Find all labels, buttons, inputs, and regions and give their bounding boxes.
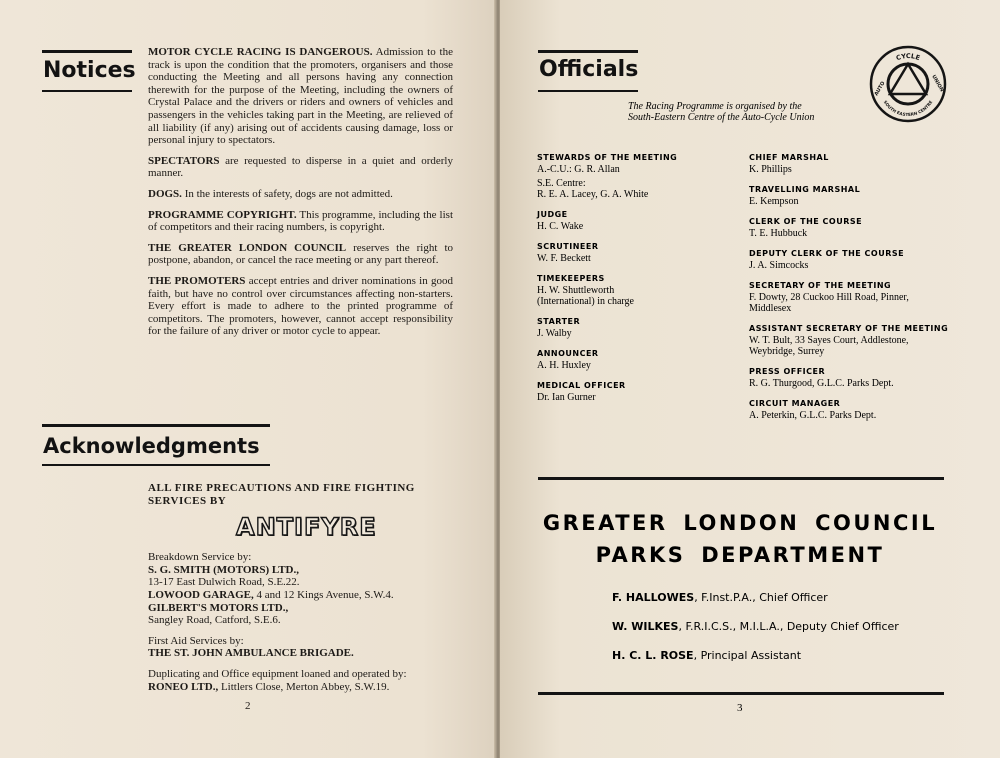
svg-text:AUTO: AUTO bbox=[873, 80, 887, 97]
notice-paragraph: DOGS. In the interests of safety, dogs are not admitted. bbox=[148, 187, 393, 200]
gilbert-address: Sangley Road, Catford, S.E.6. bbox=[148, 614, 281, 627]
smith-name: S. G. SMITH (MOTORS) LTD., bbox=[148, 563, 299, 576]
gilbert-name: GILBERT'S MOTORS LTD., bbox=[148, 601, 289, 614]
council-person: F. HALLOWES, F.Inst.P.A., Chief Officer bbox=[612, 591, 828, 604]
smith-address: 13-17 East Dulwich Road, S.E.22. bbox=[148, 576, 300, 589]
council-person: W. WILKES, F.R.I.C.S., M.I.L.A., Deputy Chief Officer bbox=[612, 620, 899, 633]
duplicating-text: Duplicating and Office equipment loaned and operated by: bbox=[148, 667, 407, 680]
page-number-left: 2 bbox=[245, 700, 251, 712]
notices-text bbox=[148, 46, 453, 346]
officials-right-column bbox=[749, 152, 949, 430]
council-rule-bottom bbox=[538, 692, 944, 695]
official-item: TRAVELLING MARSHAL E. Kempson bbox=[749, 185, 861, 207]
notices-heading: Notices bbox=[43, 58, 136, 83]
notice-paragraph: THE GREATER LONDON COUNCIL reserves the right to postpone, abandon, or cancel the race meeting or any part thereof. bbox=[148, 241, 453, 267]
acknowledgments-heading: Acknowledgments bbox=[43, 434, 260, 458]
official-item: CLERK OF THE COURSE T. E. Hubbuck bbox=[749, 217, 863, 239]
ack-rule-top bbox=[42, 424, 270, 427]
official-item: ASSISTANT SECRETARY OF THE MEETING W. T. Bult, 33 Sayes Court, Addlestone, Weybridge, Surrey bbox=[749, 324, 949, 357]
firstaid-name: THE ST. JOHN AMBULANCE BRIGADE. bbox=[148, 647, 354, 660]
breakdown-label: Breakdown Service by: bbox=[148, 551, 252, 564]
official-item: CIRCUIT MANAGER A. Peterkin, G.L.C. Parks Dept. bbox=[749, 399, 877, 421]
council-rule-top bbox=[538, 477, 944, 480]
officials-rule-bottom bbox=[538, 90, 638, 92]
intro-line-2: South-Eastern Centre of the Auto-Cycle Union bbox=[628, 112, 815, 123]
svg-text:UNION: UNION bbox=[930, 74, 945, 94]
notices-rule-bottom bbox=[42, 90, 132, 92]
officials-intro bbox=[628, 101, 888, 123]
lowood-line: LOWOOD GARAGE, 4 and 12 Kings Avenue, S.W.4. bbox=[148, 588, 394, 601]
officials-rule-top bbox=[538, 50, 638, 53]
official-item: PRESS OFFICER R. G. Thurgood, G.L.C. Parks Dept. bbox=[749, 367, 894, 389]
council-title-line1: GREATER LONDON COUNCIL bbox=[542, 511, 938, 535]
antifyre-logo: ANTIFYRE bbox=[236, 513, 377, 541]
official-item: DEPUTY CLERK OF THE COURSE J. A. Simcocks bbox=[749, 249, 905, 271]
firstaid-label: First Aid Services by: bbox=[148, 634, 244, 647]
notice-paragraph: MOTOR CYCLE RACING IS DANGEROUS. Admission to the track is upon the condition that the promoters, organisers and those conducting the Meeting and all persons having any connection therewith for the purpose of the Meeting, including the owners of Crystal Palace and the drivers or riders and owners of vehicles and passengers in the vehicles taking part in the Meeting, are relieved of all liability (if any) arising out of accidents causing damage, loss or personal injury to spectators. bbox=[148, 46, 453, 147]
page-number-right: 3 bbox=[737, 702, 743, 714]
ack-rule-bottom bbox=[42, 464, 270, 466]
official-item: STEWARDS OF THE MEETING A.-C.U.: G. R. Allan S.E. Centre: R. E. A. Lacey, G. A. White bbox=[537, 153, 678, 200]
official-item: SCRUTINEER W. F. Beckett bbox=[537, 242, 599, 264]
notice-paragraph: PROGRAMME COPYRIGHT. This programme, including the list of competitors and their racing numbers, is copyright. bbox=[148, 208, 453, 234]
svg-text:CYCLE: CYCLE bbox=[894, 51, 922, 63]
fire-services-line: ALL FIRE PRECAUTIONS AND FIRE FIGHTING SERVICES BY bbox=[148, 482, 415, 507]
notices-rule-top bbox=[42, 50, 132, 53]
officials-heading: Officials bbox=[539, 57, 639, 82]
official-item: ANNOUNCER A. H. Huxley bbox=[537, 349, 599, 371]
official-item: SECRETARY OF THE MEETING F. Dowty, 28 Cuckoo Hill Road, Pinner, Middlesex bbox=[749, 281, 909, 314]
official-item: JUDGE H. C. Wake bbox=[537, 210, 584, 232]
officials-left-column bbox=[537, 152, 737, 412]
svg-text:SOUTH EASTERN CENTRE: SOUTH EASTERN CENTRE bbox=[882, 99, 934, 118]
official-item: CHIEF MARSHAL K. Phillips bbox=[749, 153, 829, 175]
official-item: TIMEKEEPERS H. W. Shuttleworth (International) in charge bbox=[537, 274, 634, 307]
council-person: H. C. L. ROSE, Principal Assistant bbox=[612, 649, 802, 662]
council-title-line2: PARKS DEPARTMENT bbox=[595, 543, 885, 567]
official-item: MEDICAL OFFICER Dr. Ian Gurner bbox=[537, 381, 626, 403]
official-item: STARTER J. Walby bbox=[537, 317, 581, 339]
intro-line-1: The Racing Programme is organised by the bbox=[628, 101, 802, 112]
roneo-line: RONEO LTD., Littlers Close, Merton Abbey, S.W.19. bbox=[148, 680, 390, 693]
notice-paragraph: SPECTATORS are requested to disperse in a quiet and orderly manner. bbox=[148, 154, 453, 180]
left-page bbox=[0, 0, 496, 758]
notice-paragraph: THE PROMOTERS accept entries and driver nominations in good faith, but have no control over circumstances affecting non-starters. Every effort is made to adhere to the printed programme of competitors. The promoters, however, cannot accept responsibility for the failure of any driver or motor cycle to appear. bbox=[148, 274, 453, 338]
